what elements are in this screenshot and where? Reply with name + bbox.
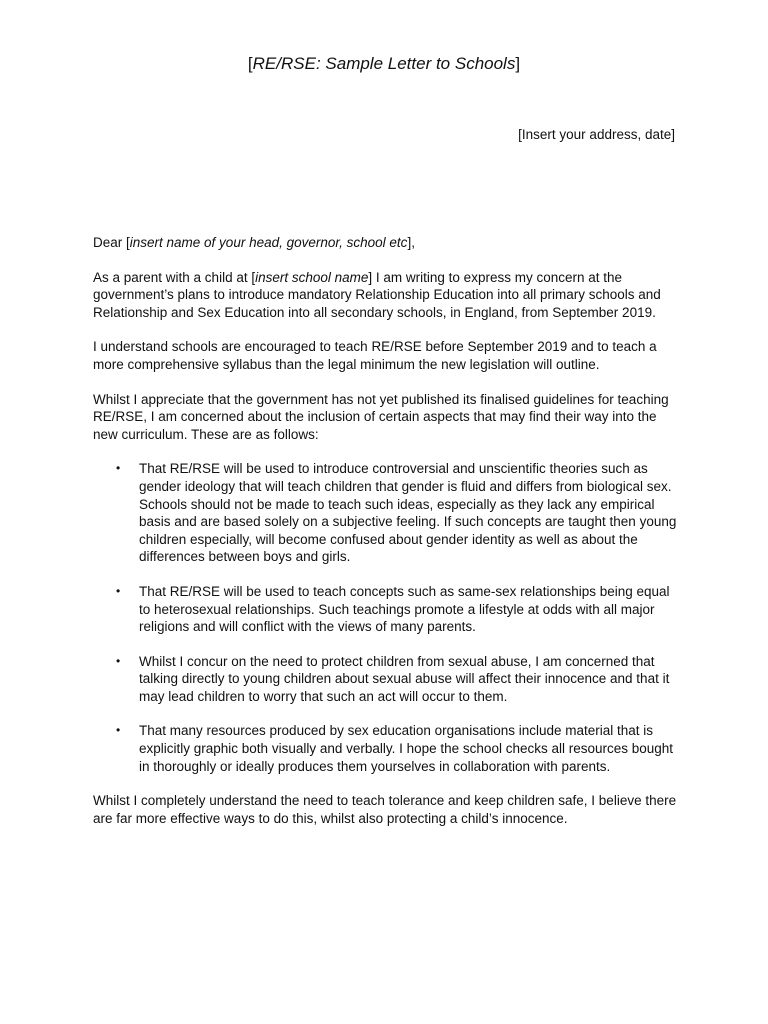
school-name-placeholder: insert school name bbox=[255, 269, 369, 285]
bullet-icon: • bbox=[116, 461, 121, 476]
list-item-text: That RE/RSE will be used to introduce controversial and unscientific theories such as gender ideology that will teach children that gender is fluid and differs from biological sex. Schools should not be made to teach such ideas, especially as they lack any empirical basis and are based solely on a subjective feeling. If such concepts are taught then young children especially, will become confused about gender identity as well as about the differences between boys and girls. bbox=[139, 461, 677, 565]
list-item-text: Whilst I concur on the need to protect children from sexual abuse, I am concerned that talking directly to young children about sexual abuse will affect their innocence and that it may lead children to worry that such an act will occur to them. bbox=[139, 653, 670, 704]
list-item bbox=[93, 653, 683, 706]
paragraph-concerns: Whilst I appreciate that the government has not yet published its finalised guidelines for teaching RE/RSE, I am concerned about the inclusion of certain aspects that may find their way into the new curriculum. These are as follows: bbox=[93, 391, 669, 442]
bullet-icon: • bbox=[116, 583, 121, 598]
address-placeholder: [Insert your address, date] bbox=[518, 127, 675, 142]
salutation bbox=[93, 234, 683, 252]
intro-rest: ] I am writing to express my concern at the government’s plans to introduce mandatory Relationship Education into all primary schools and Relationship and Sex Education into all secondary schools, in England, from September 2019. bbox=[93, 269, 661, 320]
paragraph-understanding: I understand schools are encouraged to teach RE/RSE before September 2019 and to teach a more comprehensive syllabus than the legal minimum the new legislation will outline. bbox=[93, 339, 657, 372]
letter-title bbox=[0, 52, 768, 76]
title-close-bracket: ] bbox=[515, 54, 521, 73]
title-text: RE/RSE: Sample Letter to Schools bbox=[252, 54, 516, 73]
bullet-icon: • bbox=[116, 653, 121, 668]
salutation-placeholder: insert name of your head, governor, school etc bbox=[129, 235, 408, 250]
list-item-text: That RE/RSE will be used to teach concepts such as same-sex relationships being equal to heterosexual relationships. Such teachings promote a lifestyle at odds with all major religions and will conflict with the views of many parents. bbox=[139, 583, 670, 635]
list-item bbox=[93, 583, 683, 636]
paragraph-intro bbox=[93, 269, 683, 322]
list-item bbox=[93, 460, 683, 566]
list-item-text: That many resources produced by sex education organisations include material that is explicitly graphic both visually and verbally. I hope the school checks all resources bought in thoroughly or ideally produces them yourselves in collaboration with parents. bbox=[139, 723, 674, 774]
intro-prefix: As a parent with a child at [ bbox=[93, 269, 256, 285]
letter-body bbox=[93, 234, 683, 844]
paragraph-closing: Whilst I completely understand the need to teach tolerance and keep children safe, I believe there are far more effective ways to do this, whilst also protecting a child’s innocence. bbox=[93, 793, 677, 826]
concern-list bbox=[93, 460, 683, 775]
salutation-suffix: ], bbox=[407, 235, 415, 250]
salutation-prefix: Dear [ bbox=[93, 235, 130, 250]
bullet-icon: • bbox=[116, 723, 121, 738]
title-open-bracket: [ bbox=[247, 54, 253, 73]
list-item bbox=[93, 722, 683, 775]
